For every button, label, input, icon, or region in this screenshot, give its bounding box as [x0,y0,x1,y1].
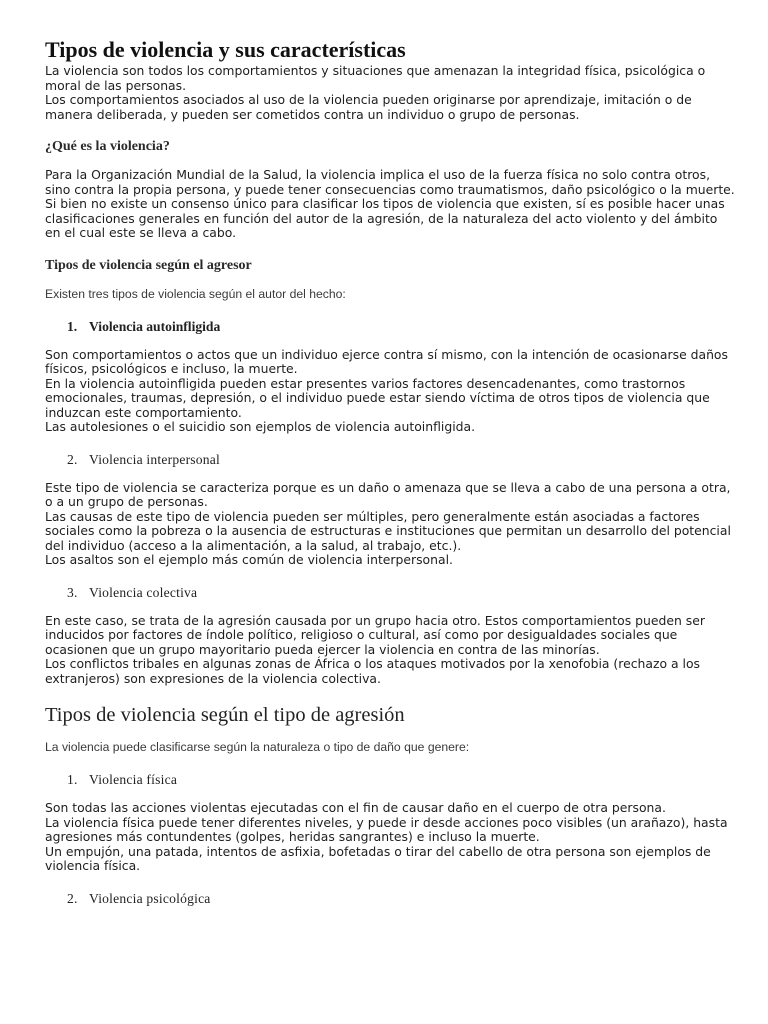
list-heading-text: Violencia autoinfligida [89,318,221,334]
list-item-fisica [45,771,735,789]
list-number: 1. [67,318,78,334]
document-page [45,36,735,908]
list-item-colectiva [45,584,735,602]
colectiva-paragraph-1: En este caso, se trata de la agresión causada por un grupo hacia otro. Estos comportamientos pueden ser inducidos por factores de índole político, religioso o cultural, así como por desigualdades sociales que ocasionen que un grupo mayoritario pueda ejercer la violencia en contra de las minorías. [45,612,705,657]
interpersonal-paragraph-2: Las causas de este tipo de violencia pueden ser múltiples, pero generalmente están asociadas a factores sociales como la pobreza o la ausencia de estructuras e instituciones que permitan un desarrollo del potencial del individuo (acceso a la alimentación, a la salud, al trabajo, etc.). [45,508,731,553]
list-number: 2. [67,890,78,906]
list-number: 3. [67,584,78,600]
list-number: 2. [67,451,78,467]
list-item-psicologica [45,890,735,908]
list-number: 1. [67,772,78,787]
list-item-autoinfligida [45,318,735,336]
autoinfligida-paragraph-1: Son comportamientos o actos que un individuo ejerce contra sí mismo, con la intención de ocasionarse daños físicos, psicológicos e incluso, la muerte. [45,346,728,376]
fisica-paragraph-3: Un empujón, una patada, intentos de asfixia, bofetadas o tirar del cabello de otra persona son ejemplos de violencia física. [45,843,711,873]
by-aggressor-heading: Tipos de violencia según el agresor [45,257,252,273]
list-heading-text: Violencia interpersonal [89,451,220,467]
list-heading-text: Violencia colectiva [89,584,198,600]
what-is-paragraph-2: Si bien no existe un consenso único para clasificar los tipos de violencia que existen, sí es posible hacer unas clasificaciones generales en función del autor de la agresión, de la naturaleza del acto violento y del ámbito en el cual este se lleva a cabo. [45,196,725,240]
by-aggressor-intro: Existen tres tipos de violencia según el autor del hecho: [45,286,346,301]
intro-paragraph-2: Los comportamientos asociados al uso de la violencia pueden originarse por aprendizaje, imitación o de manera deliberada, y pueden ser cometidos contra un individuo o grupo de personas. [45,92,692,122]
interpersonal-paragraph-1: Este tipo de violencia se caracteriza porque es un daño o amenaza que se lleva a cabo de una persona a otra, o a un grupo de personas. [45,479,731,509]
by-type-intro: La violencia puede clasificarse según la naturaleza o tipo de daño que genere: [45,740,470,754]
interpersonal-paragraph-3: Los asaltos son el ejemplo más común de violencia interpersonal. [45,552,453,567]
what-is-violence-heading: ¿Qué es la violencia? [45,139,170,154]
what-is-paragraph-1: Para la Organización Mundial de la Salud, la violencia implica el uso de la fuerza física no solo contra otros, sino contra la propia persona, y puede tener consecuencias como traumatismos, daño psicológico o la muerte. [45,167,735,197]
by-type-heading: Tipos de violencia según el tipo de agresión [45,704,405,726]
list-heading-text: Violencia física [89,772,178,787]
colectiva-paragraph-2: Los conflictos tribales en algunas zonas de África o los ataques motivados por la xenofobia (rechazo a los extranjeros) son expresiones de la violencia colectiva. [45,656,700,686]
autoinfligida-paragraph-3: Las autolesiones o el suicidio son ejemplos de violencia autoinfligida. [45,419,476,434]
intro-paragraph-1: La violencia son todos los comportamientos y situaciones que amenazan la integridad física, psicológica o moral de las personas. [45,63,706,93]
fisica-paragraph-2: La violencia física puede tener diferentes niveles, y puede ir desde acciones poco visibles (un arañazo), hasta agresiones más contundentes (golpes, heridas sangrantes) e incluso la muerte. [45,814,728,844]
fisica-paragraph-1: Son todas las acciones violentas ejecutadas con el fin de causar daño en el cuerpo de otra persona. [45,800,666,815]
list-heading-text: Violencia psicológica [89,890,211,906]
page-title: Tipos de violencia y sus características [45,37,406,62]
autoinfligida-paragraph-2: En la violencia autoinfligida pueden estar presentes varios factores desencadenantes, como trastornos emocionales, traumas, depresión, o el individuo puede estar siendo víctima de otros tipos de violencia que induzcan este comportamiento. [45,375,710,420]
list-item-interpersonal [45,451,735,469]
